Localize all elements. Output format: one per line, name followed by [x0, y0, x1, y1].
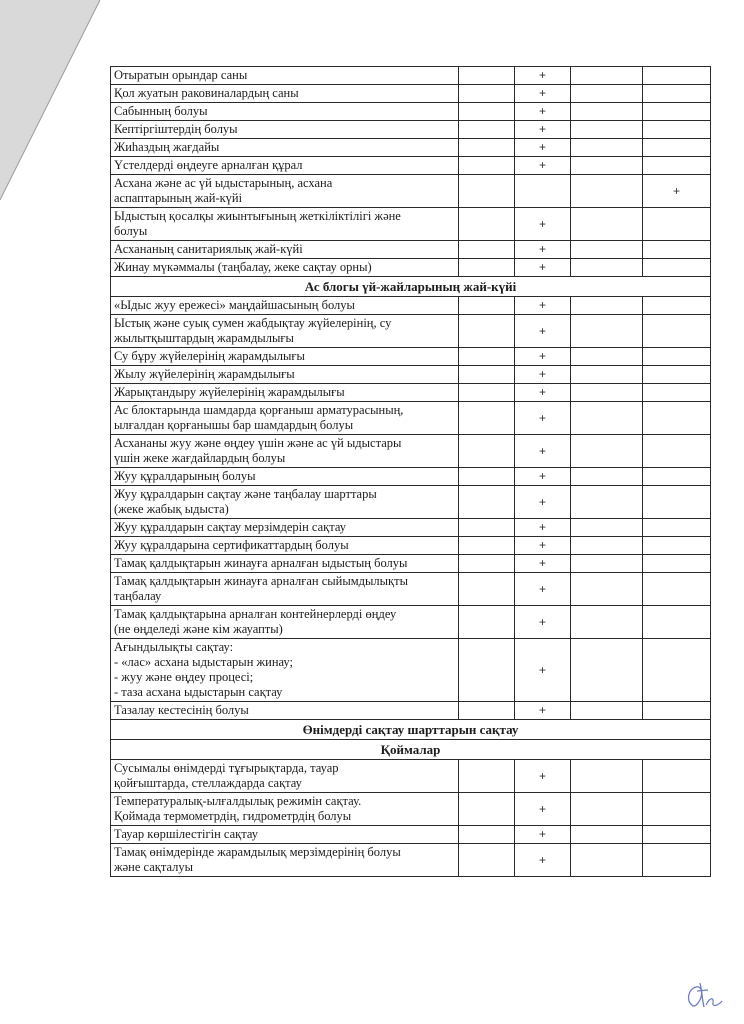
criterion-label: Асхананы жуу және өңдеу үшін және ас үй ыдыстары үшін жеке жағдайлардың болуы	[111, 435, 459, 468]
table-row	[111, 297, 711, 315]
mark-cell	[571, 844, 643, 877]
mark-cell: +	[643, 175, 711, 208]
checklist-rows	[111, 67, 711, 877]
mark-cell	[571, 519, 643, 537]
mark-cell	[643, 67, 711, 85]
mark-cell	[459, 297, 515, 315]
mark-cell	[459, 639, 515, 702]
mark-cell	[459, 537, 515, 555]
mark-cell	[571, 348, 643, 366]
mark-cell	[459, 555, 515, 573]
mark-cell	[643, 435, 711, 468]
checklist-sheet	[110, 66, 710, 877]
mark-cell	[459, 208, 515, 241]
mark-cell	[643, 139, 711, 157]
mark-cell	[459, 486, 515, 519]
mark-cell	[643, 315, 711, 348]
table-row	[111, 139, 711, 157]
table-row	[111, 486, 711, 519]
criterion-label: Үстелдерді өңдеуге арналған құрал	[111, 157, 459, 175]
table-row	[111, 366, 711, 384]
mark-cell: +	[515, 366, 571, 384]
mark-cell: +	[515, 348, 571, 366]
mark-cell	[459, 435, 515, 468]
criterion-label: Тамақ қалдықтарына арналған контейнерлерді өңдеу (не өңделеді және кім жауапты)	[111, 606, 459, 639]
mark-cell	[643, 826, 711, 844]
mark-cell	[571, 606, 643, 639]
mark-cell	[571, 555, 643, 573]
mark-cell: +	[515, 639, 571, 702]
mark-cell	[459, 241, 515, 259]
mark-cell: +	[515, 103, 571, 121]
table-row	[111, 85, 711, 103]
section-title: Ас блогы үй-жайларының жай-күйі	[111, 277, 711, 297]
section-header-row	[111, 277, 711, 297]
table-row	[111, 826, 711, 844]
criterion-label: Ас блоктарында шамдарда қорғаныш арматурасының, ылғалдан қорғанышы бар шамдардың болуы	[111, 402, 459, 435]
mark-cell: +	[515, 468, 571, 486]
table-row	[111, 315, 711, 348]
mark-cell	[571, 121, 643, 139]
mark-cell	[643, 366, 711, 384]
mark-cell	[571, 139, 643, 157]
criterion-label: Жуу құралдарын сақтау мерзімдерін сақтау	[111, 519, 459, 537]
table-row	[111, 468, 711, 486]
mark-cell	[643, 297, 711, 315]
mark-cell	[643, 702, 711, 720]
mark-cell	[459, 103, 515, 121]
mark-cell	[459, 121, 515, 139]
criterion-label: Тамақ қалдықтарын жинауға арналған ыдыстың болуы	[111, 555, 459, 573]
criterion-label: Ыдыстың қосалқы жиынтығының жеткіліктілігі және болуы	[111, 208, 459, 241]
criterion-label: Температуралық-ылғалдылық режимін сақтау. Қоймада термометрдің, гидрометрдің болуы	[111, 793, 459, 826]
mark-cell: +	[515, 315, 571, 348]
mark-cell	[643, 348, 711, 366]
mark-cell: +	[515, 826, 571, 844]
mark-cell	[571, 639, 643, 702]
table-row	[111, 384, 711, 402]
mark-cell	[459, 139, 515, 157]
table-row	[111, 519, 711, 537]
mark-cell	[459, 573, 515, 606]
section-header-row	[111, 720, 711, 740]
mark-cell	[643, 537, 711, 555]
mark-cell	[571, 573, 643, 606]
criterion-label: Жинау мүкәммалы (таңбалау, жеке сақтау орны)	[111, 259, 459, 277]
table-row	[111, 555, 711, 573]
mark-cell	[643, 519, 711, 537]
mark-cell	[571, 826, 643, 844]
mark-cell: +	[515, 486, 571, 519]
mark-cell	[571, 297, 643, 315]
table-row	[111, 435, 711, 468]
mark-cell	[459, 826, 515, 844]
table-row	[111, 348, 711, 366]
criterion-label: Жуу құралдарын сақтау және таңбалау шарттары (жеке жабық ыдыста)	[111, 486, 459, 519]
mark-cell	[459, 157, 515, 175]
table-row	[111, 175, 711, 208]
table-row	[111, 639, 711, 702]
mark-cell	[571, 793, 643, 826]
mark-cell: +	[515, 241, 571, 259]
mark-cell	[643, 121, 711, 139]
mark-cell	[459, 67, 515, 85]
criterion-label: Ағындылықты сақтау: - «лас» асхана ыдыстарын жинау; - жуу және өңдеу процесі; - таза асхана ыдыстарын сақтау	[111, 639, 459, 702]
mark-cell	[643, 103, 711, 121]
criterion-label: Кептіргіштердің болуы	[111, 121, 459, 139]
criterion-label: Тазалау кестесінің болуы	[111, 702, 459, 720]
mark-cell: +	[515, 537, 571, 555]
mark-cell	[459, 348, 515, 366]
mark-cell	[571, 259, 643, 277]
mark-cell	[643, 793, 711, 826]
mark-cell: +	[515, 519, 571, 537]
mark-cell: +	[515, 139, 571, 157]
mark-cell: +	[515, 259, 571, 277]
mark-cell	[459, 702, 515, 720]
mark-cell	[459, 606, 515, 639]
table-row	[111, 573, 711, 606]
mark-cell	[459, 760, 515, 793]
table-row	[111, 121, 711, 139]
mark-cell	[643, 639, 711, 702]
mark-cell	[643, 402, 711, 435]
mark-cell	[571, 384, 643, 402]
mark-cell	[643, 208, 711, 241]
criterion-label: «Ыдыс жуу ережесі» маңдайшасының болуы	[111, 297, 459, 315]
mark-cell	[571, 85, 643, 103]
table-row	[111, 103, 711, 121]
mark-cell	[459, 175, 515, 208]
mark-cell: +	[515, 208, 571, 241]
table-row	[111, 760, 711, 793]
mark-cell	[643, 85, 711, 103]
mark-cell	[643, 157, 711, 175]
mark-cell	[571, 103, 643, 121]
table-row	[111, 241, 711, 259]
mark-cell: +	[515, 702, 571, 720]
mark-cell	[459, 85, 515, 103]
table-row	[111, 844, 711, 877]
mark-cell	[643, 760, 711, 793]
mark-cell: +	[515, 555, 571, 573]
mark-cell: +	[515, 793, 571, 826]
mark-cell	[571, 241, 643, 259]
mark-cell: +	[515, 121, 571, 139]
mark-cell: +	[515, 844, 571, 877]
mark-cell	[571, 435, 643, 468]
section-title: Қоймалар	[111, 740, 711, 760]
mark-cell	[459, 315, 515, 348]
mark-cell	[571, 67, 643, 85]
mark-cell	[571, 366, 643, 384]
table-row	[111, 702, 711, 720]
mark-cell	[515, 175, 571, 208]
criterion-label: Ыстық және суық сумен жабдықтау жүйелерінің, су жылытқыштардың жарамдылығы	[111, 315, 459, 348]
table-row	[111, 537, 711, 555]
criterion-label: Сусымалы өнімдерді тұғырықтарда, тауар қойғыштарда, стеллаждарда сақтау	[111, 760, 459, 793]
handwritten-signature	[680, 975, 730, 1015]
criterion-label: Отыратын орындар саны	[111, 67, 459, 85]
mark-cell	[643, 844, 711, 877]
mark-cell	[571, 315, 643, 348]
criterion-label: Жуу құралдарының болуы	[111, 468, 459, 486]
criterion-label: Қол жуатын раковиналардың саны	[111, 85, 459, 103]
mark-cell: +	[515, 157, 571, 175]
criterion-label: Сабынның болуы	[111, 103, 459, 121]
table-row	[111, 67, 711, 85]
mark-cell	[571, 468, 643, 486]
criterion-label: Су бұру жүйелерінің жарамдылығы	[111, 348, 459, 366]
criterion-label: Жиһаздың жағдайы	[111, 139, 459, 157]
mark-cell	[643, 486, 711, 519]
table-row	[111, 208, 711, 241]
mark-cell: +	[515, 760, 571, 793]
checklist-table	[110, 66, 711, 877]
section-header-row	[111, 740, 711, 760]
mark-cell	[571, 208, 643, 241]
mark-cell: +	[515, 384, 571, 402]
criterion-label: Жуу құралдарына сертификаттардың болуы	[111, 537, 459, 555]
mark-cell	[643, 606, 711, 639]
mark-cell	[643, 384, 711, 402]
mark-cell: +	[515, 297, 571, 315]
mark-cell	[643, 468, 711, 486]
mark-cell	[459, 844, 515, 877]
mark-cell	[459, 519, 515, 537]
table-row	[111, 157, 711, 175]
mark-cell: +	[515, 573, 571, 606]
criterion-label: Тамақ қалдықтарын жинауға арналған сыйымдылықты таңбалау	[111, 573, 459, 606]
section-title: Өнімдерді сақтау шарттарын сақтау	[111, 720, 711, 740]
mark-cell	[459, 384, 515, 402]
mark-cell	[459, 793, 515, 826]
mark-cell	[571, 760, 643, 793]
mark-cell	[571, 537, 643, 555]
table-row	[111, 259, 711, 277]
mark-cell: +	[515, 67, 571, 85]
mark-cell	[459, 468, 515, 486]
table-row	[111, 606, 711, 639]
mark-cell	[459, 402, 515, 435]
mark-cell: +	[515, 606, 571, 639]
criterion-label: Тамақ өнімдерінде жарамдылық мерзімдерінің болуы және сақталуы	[111, 844, 459, 877]
mark-cell: +	[515, 435, 571, 468]
mark-cell: +	[515, 85, 571, 103]
mark-cell	[459, 366, 515, 384]
mark-cell	[459, 259, 515, 277]
mark-cell	[643, 259, 711, 277]
mark-cell	[571, 175, 643, 208]
mark-cell	[571, 486, 643, 519]
criterion-label: Жарықтандыру жүйелерінің жарамдылығы	[111, 384, 459, 402]
mark-cell	[571, 402, 643, 435]
mark-cell	[571, 157, 643, 175]
mark-cell	[571, 702, 643, 720]
criterion-label: Асхананың санитариялық жай-күйі	[111, 241, 459, 259]
mark-cell	[643, 573, 711, 606]
mark-cell	[643, 555, 711, 573]
criterion-label: Тауар көршілестігін сақтау	[111, 826, 459, 844]
criterion-label: Асхана және ас үй ыдыстарының, асхана аспаптарының жай-күйі	[111, 175, 459, 208]
table-row	[111, 402, 711, 435]
mark-cell: +	[515, 402, 571, 435]
criterion-label: Жылу жүйелерінің жарамдылығы	[111, 366, 459, 384]
mark-cell	[643, 241, 711, 259]
table-row	[111, 793, 711, 826]
